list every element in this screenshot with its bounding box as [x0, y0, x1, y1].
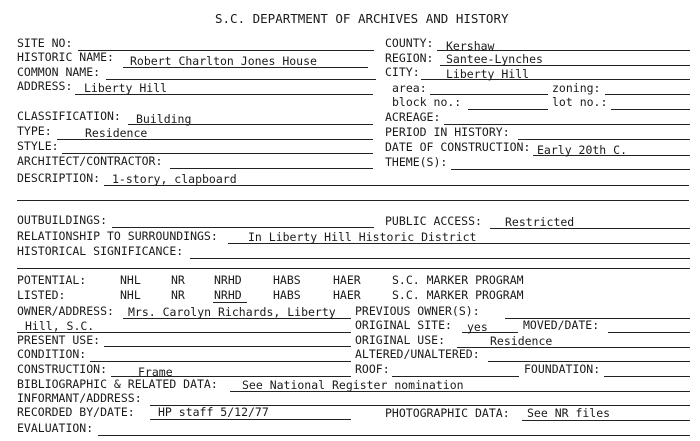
evaluation-line — [98, 435, 690, 436]
orig-site-value: yes — [467, 320, 488, 334]
county-label: COUNTY: — [385, 36, 434, 50]
date-line — [533, 155, 690, 156]
type-line — [57, 139, 373, 140]
prev-owner-label: PREVIOUS OWNER(S): — [355, 304, 480, 318]
classification-label: CLASSIFICATION: — [17, 109, 121, 123]
biblio-label: BIBLIOGRAPHIC & RELATED DATA: — [17, 377, 218, 391]
listed-nrhd: NRHD — [214, 288, 242, 302]
altered-label: ALTERED/UNALTERED: — [355, 347, 480, 361]
present-use-line — [104, 346, 351, 347]
present-use-label: PRESENT USE: — [17, 333, 101, 347]
type-value: Residence — [85, 126, 148, 140]
period-label: PERIOD IN HISTORY: — [385, 125, 510, 139]
listed-label: LISTED: — [17, 288, 66, 302]
photo-line — [522, 420, 690, 421]
historic-name-label: HISTORIC NAME: — [17, 50, 114, 64]
common-name-label: COMMON NAME: — [17, 65, 101, 79]
classification-line — [128, 124, 373, 125]
recorded-line — [150, 419, 351, 420]
lot-label: lot no.: — [552, 95, 608, 109]
region-line — [440, 65, 690, 66]
historic-name-value: Robert Charlton Jones House — [130, 54, 317, 68]
city-line — [421, 79, 690, 80]
address-label: ADDRESS: — [17, 79, 73, 93]
architect-line — [170, 168, 373, 169]
relationship-line — [228, 243, 690, 244]
listed-marker: S.C. MARKER PROGRAM — [392, 288, 524, 302]
relationship-value: In Liberty Hill Historic District — [248, 230, 477, 244]
moved-line — [608, 332, 690, 333]
public-access-line — [490, 228, 690, 229]
owner-value-2: Hill, S.C. — [25, 319, 95, 333]
region-value: Santee-Lynches — [446, 52, 543, 66]
biblio-line — [230, 391, 690, 392]
common-name-line — [106, 79, 376, 80]
region-label: REGION: — [385, 51, 434, 65]
recorded-label: RECORDED BY/DATE: — [17, 405, 135, 419]
informant-label: INFORMANT/ADDRESS: — [17, 391, 142, 405]
roof-label: ROOF: — [355, 362, 390, 376]
section-divider — [17, 268, 690, 269]
listed-nrhd-underline — [213, 302, 247, 303]
orig-site-line — [462, 332, 518, 333]
listed-haer: HAER — [333, 288, 361, 302]
historic-name-line — [123, 67, 368, 68]
zoning-line — [605, 94, 690, 95]
city-value: Liberty Hill — [446, 67, 530, 81]
potential-nrhd: NRHD — [214, 273, 242, 287]
description-label: DESCRIPTION: — [17, 171, 101, 185]
address-line — [75, 94, 373, 95]
orig-use-line — [457, 347, 690, 348]
construction-value: Frame — [138, 365, 173, 379]
listed-nhl: NHL — [120, 288, 141, 302]
significance-label: HISTORICAL SIGNIFICANCE: — [17, 244, 184, 258]
moved-label: MOVED/DATE: — [523, 318, 600, 332]
owner-line — [123, 318, 351, 319]
type-label: TYPE: — [17, 124, 52, 138]
zoning-label: zoning: — [552, 81, 601, 95]
site-no-label: SITE NO: — [17, 36, 73, 50]
site-no-line — [78, 50, 374, 51]
date-label: DATE OF CONSTRUCTION: — [385, 140, 531, 154]
orig-site-label: ORIGINAL SITE: — [355, 318, 452, 332]
outbuildings-label: OUTBUILDINGS: — [17, 213, 108, 227]
condition-line — [90, 361, 351, 362]
foundation-label: FOUNDATION: — [524, 362, 601, 376]
orig-use-value: Residence — [490, 334, 553, 348]
relationship-label: RELATIONSHIP TO SURROUNDINGS: — [17, 229, 218, 243]
form-title: S.C. DEPARTMENT OF ARCHIVES AND HISTORY — [215, 11, 509, 26]
roof-line — [392, 376, 519, 377]
public-access-value: Restricted — [505, 215, 575, 229]
county-value: Kershaw — [446, 39, 495, 53]
construction-label: CONSTRUCTION: — [17, 362, 108, 376]
potential-habs: HABS — [273, 273, 301, 287]
description-value: 1-story, clapboard — [112, 172, 237, 186]
area-label: area: — [392, 81, 427, 95]
photo-value: See NR files — [527, 406, 611, 420]
description-line — [104, 185, 689, 186]
evaluation-label: EVALUATION: — [17, 421, 94, 435]
recorded-value: HP staff 5/12/77 — [158, 405, 269, 419]
classification-value: Building — [136, 112, 192, 126]
significance-line — [190, 258, 690, 259]
theme-label: THEME(S): — [385, 155, 448, 169]
block-line — [468, 109, 548, 110]
outbuildings-line — [112, 227, 374, 228]
owner-value-1: Mrs. Carolyn Richards, Liberty — [128, 305, 336, 319]
listed-habs: HABS — [273, 288, 301, 302]
potential-nhl: NHL — [120, 273, 141, 287]
potential-haer: HAER — [333, 273, 361, 287]
description-line-2 — [17, 200, 689, 201]
theme-line — [451, 169, 690, 170]
lot-line — [611, 109, 690, 110]
condition-label: CONDITION: — [17, 347, 87, 361]
foundation-line — [604, 376, 690, 377]
style-label: STYLE: — [17, 139, 59, 153]
photo-label: PHOTOGRAPHIC DATA: — [385, 406, 510, 420]
potential-nr: NR — [171, 273, 185, 287]
date-value: Early 20th C. — [537, 143, 628, 157]
potential-marker: S.C. MARKER PROGRAM — [392, 273, 524, 287]
listed-nr: NR — [171, 288, 185, 302]
period-line — [518, 139, 690, 140]
orig-use-label: ORIGINAL USE: — [355, 333, 446, 347]
biblio-value: See National Register nomination — [242, 378, 464, 392]
block-label: block no.: — [392, 95, 462, 109]
acreage-label: ACREAGE: — [385, 110, 441, 124]
county-line — [437, 50, 690, 51]
public-access-label: PUBLIC ACCESS: — [385, 214, 482, 228]
owner-label: OWNER/ADDRESS: — [17, 304, 114, 318]
potential-label: POTENTIAL: — [17, 273, 87, 287]
city-label: CITY: — [385, 65, 420, 79]
address-value: Liberty Hill — [84, 81, 168, 95]
architect-label: ARCHITECT/CONTRACTOR: — [17, 154, 163, 168]
